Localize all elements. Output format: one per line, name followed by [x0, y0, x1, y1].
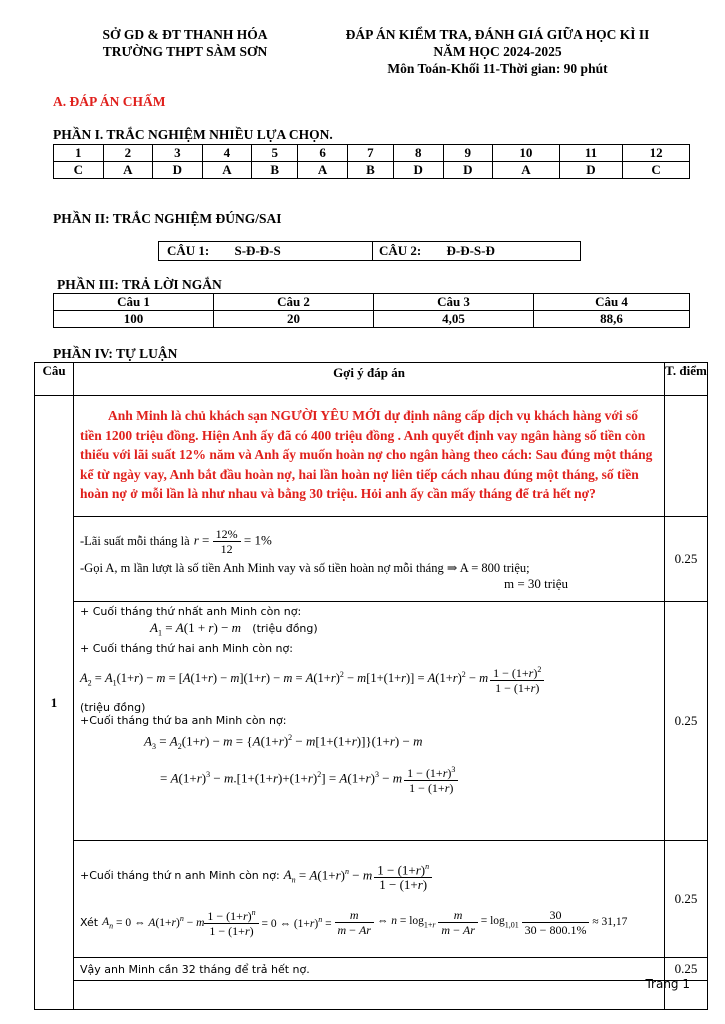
m-value: m = 30 triệu — [503, 575, 568, 591]
department-name: SỞ GD & ĐT THANH HÓA — [102, 27, 268, 42]
unit-2: (triệu đồng) — [80, 700, 146, 714]
part1-number-row — [54, 145, 690, 162]
part1-num: 5 — [252, 145, 298, 162]
part1-answer-row — [54, 162, 690, 179]
part2-q2-answer: Đ-Đ-S-Đ — [446, 243, 495, 258]
part1-answer: B — [347, 162, 393, 179]
month1-text: + Cuối tháng thứ nhất anh Minh còn nợ: — [80, 605, 302, 618]
xet-label: Xét — [80, 915, 99, 929]
section-a-title: A. ĐÁP ÁN CHẤM — [53, 94, 166, 109]
eq-a3-line1: $A_3 = A_2(1+r) - m = \{A(1+r)^2 - m[1+(1+r)]\}(1+r) - m$ — [144, 732, 423, 751]
part1-num: 8 — [393, 145, 443, 162]
part1-num: 1 — [54, 145, 104, 162]
points-2: 0.25 — [665, 602, 708, 841]
part1-answer: A — [298, 162, 348, 179]
col-diem-header: T. điểm — [665, 363, 708, 396]
points-empty — [665, 396, 708, 517]
part3-answer: 100 — [54, 311, 214, 328]
part3-header: Câu 3 — [374, 294, 534, 311]
part1-num: 6 — [298, 145, 348, 162]
part1-title: PHẦN I. TRẮC NGHIỆM NHIỀU LỰA CHỌN. — [53, 127, 333, 142]
part1-answer: A — [103, 162, 153, 179]
part1-answer: C — [54, 162, 104, 179]
step-rate: -Lãi suất mỗi tháng là r = $\frac{12\%}{12}$ = 1% -Gọi A, m lần lượt là số tiền Anh Minh vay và số tiền hoàn nợ mỗi tháng ⇒ A = 800 triệu; m = 30 triệu — [74, 517, 665, 602]
part1-answer: D — [443, 162, 493, 179]
part3-answer: 20 — [214, 311, 374, 328]
essay-table — [34, 362, 708, 1010]
points-3: 0.25 — [665, 841, 708, 958]
rate-text: -Lãi suất mỗi tháng là — [80, 533, 190, 548]
empty-cell — [74, 981, 665, 1010]
month3-text: +Cuối tháng thứ ba anh Minh còn nợ: — [80, 713, 287, 727]
part1-num: 2 — [103, 145, 153, 162]
col-cau-header: Câu — [35, 363, 74, 396]
part3-header: Câu 1 — [54, 294, 214, 311]
part1-num: 12 — [623, 145, 690, 162]
part1-num: 9 — [443, 145, 493, 162]
call-text: -Gọi A, m lần lượt là số tiền Anh Minh vay và số tiền hoàn nợ mỗi tháng ⇒ A = 800 triệu; — [80, 560, 530, 575]
eq-a2: $A_2 = A_1(1+r) - m = [A(1+r) - m](1+r) - m = A(1+r)^2 - m[1+(1+r)] = A(1+r)^2 - m$ $\frac{1 - (1+r)^2}{1 - (1+r)}$ — [80, 663, 658, 695]
part3-answer: 4,05 — [374, 311, 534, 328]
part1-num: 3 — [153, 145, 203, 162]
col-goiy-header: Gợi ý đáp án — [74, 363, 665, 396]
part1-num: 4 — [202, 145, 252, 162]
part2-q2 — [373, 242, 581, 261]
part3-table — [53, 293, 690, 328]
problem-statement: Anh Minh là chủ khách sạn NGƯỜI YÊU MỚI dự định nâng cấp dịch vụ khách hàng với số tiền 1200 triệu đồng. Hiện Anh ấy đã có 400 triệu đồng . Anh quyết định vay ngân hàng số tiền còn thiếu với lãi suất 12% năm và Anh ấy muốn hoàn nợ cho ngân hàng theo cách: Sau đúng một tháng kể từ ngày vay, Anh bắt đầu hoàn nợ, hai lần hoàn nợ liên tiếp cách nhau đúng một tháng, số tiền hoàn nợ ở mỗi lần là như nhau và bằng 30 triệu. Hỏi anh ấy cần mấy tháng để trả hết nợ? — [74, 396, 665, 517]
subject-info: Môn Toán-Khối 11-Thời gian: 90 phút — [387, 61, 608, 76]
part2-title: PHẦN II: TRẮC NGHIỆM ĐÚNG/SAI — [53, 211, 282, 226]
part1-num: 7 — [347, 145, 393, 162]
unit-1: (triệu đồng) — [252, 622, 318, 635]
part3-header: Câu 2 — [214, 294, 374, 311]
step-recurrence — [74, 602, 665, 841]
step-general: +Cuối tháng thứ n anh Minh còn nợ: $A_n = A(1+r)^n - m$ $\frac{1 - (1+r)^n}{1 - (1+r)}$ Xét $A_n = 0$ ⇔ $A(1+r)^n - m$ $\frac{1 - (1+r)^n}{1 - (1+r)}$ = 0 ⇔ $(1+r)^n$ = $\frac{m}{m - Ar}$ ⇔ $n = \log_{1+r}$ $\frac{m}{m - Ar}$ = $\log_{1,01}$ $\frac{30}{30 - 800.1\%}$ ≈ 31,17 — [74, 841, 665, 958]
part1-answer: A — [202, 162, 252, 179]
part1-answer: D — [153, 162, 203, 179]
part3-header: Câu 4 — [534, 294, 690, 311]
part4-title: PHẦN IV: TỰ LUẬN — [53, 346, 178, 361]
exam-title: ĐÁP ÁN KIỂM TRA, ĐÁNH GIÁ GIỮA HỌC KÌ II — [345, 27, 650, 42]
part3-title: PHẦN III: TRẢ LỜI NGẮN — [57, 277, 222, 292]
eq-a3-line2: = $A(1+r)^3 - m.[1+(1+r)+(1+r)^2] = A(1+r)^3 - m$ $\frac{1 - (1+r)^3}{1 - (1+r)}$ — [160, 763, 658, 795]
conclusion: Vậy anh Minh cần 32 tháng để trả hết nợ. — [74, 958, 665, 981]
school-name: TRƯỜNG THPT SÀM SƠN — [102, 44, 268, 59]
part1-answer: B — [252, 162, 298, 179]
part1-answer: A — [493, 162, 560, 179]
eq-solve: Xét $A_n = 0$ ⇔ $A(1+r)^n - m$ $\frac{1 - (1+r)^n}{1 - (1+r)}$ = 0 ⇔ $(1+r)^n$ = $\frac{m}{m - Ar}$ ⇔ $n = \log_{1+r}$ $\frac{m}{m - Ar}$ = $\log_{1,01}$ $\frac{30}{30 - 800.1\%}$ ≈ 31,17 — [80, 907, 628, 939]
page-number: Trang 1 — [645, 977, 690, 991]
points-1: 0.25 — [665, 517, 708, 602]
part2-table — [158, 241, 581, 261]
exam-title-block — [320, 26, 675, 77]
school-department — [70, 26, 300, 60]
points-4: 0.25 — [665, 958, 708, 981]
part1-answer: C — [623, 162, 690, 179]
part3-answer: 88,6 — [534, 311, 690, 328]
part1-answer: D — [559, 162, 622, 179]
question-number: 1 — [35, 396, 74, 1010]
part2-q1-label: CÂU 1: — [167, 243, 210, 258]
part2-q2-label: CÂU 2: — [379, 243, 422, 258]
part1-num: 10 — [493, 145, 560, 162]
monthn-text: +Cuối tháng thứ n anh Minh còn nợ: — [80, 869, 280, 883]
eq-a1: $A_1 = A(1 + r) - m$ (triệu đồng) — [150, 620, 318, 638]
school-year: NĂM HỌC 2024-2025 — [433, 44, 562, 59]
part2-q1 — [159, 242, 373, 261]
part1-num: 11 — [559, 145, 622, 162]
part2-q1-answer: S-Đ-Đ-S — [234, 243, 281, 258]
month2-text: + Cuối tháng thứ hai anh Minh còn nợ: — [80, 641, 293, 655]
part1-answer: D — [393, 162, 443, 179]
part1-table — [53, 144, 690, 179]
